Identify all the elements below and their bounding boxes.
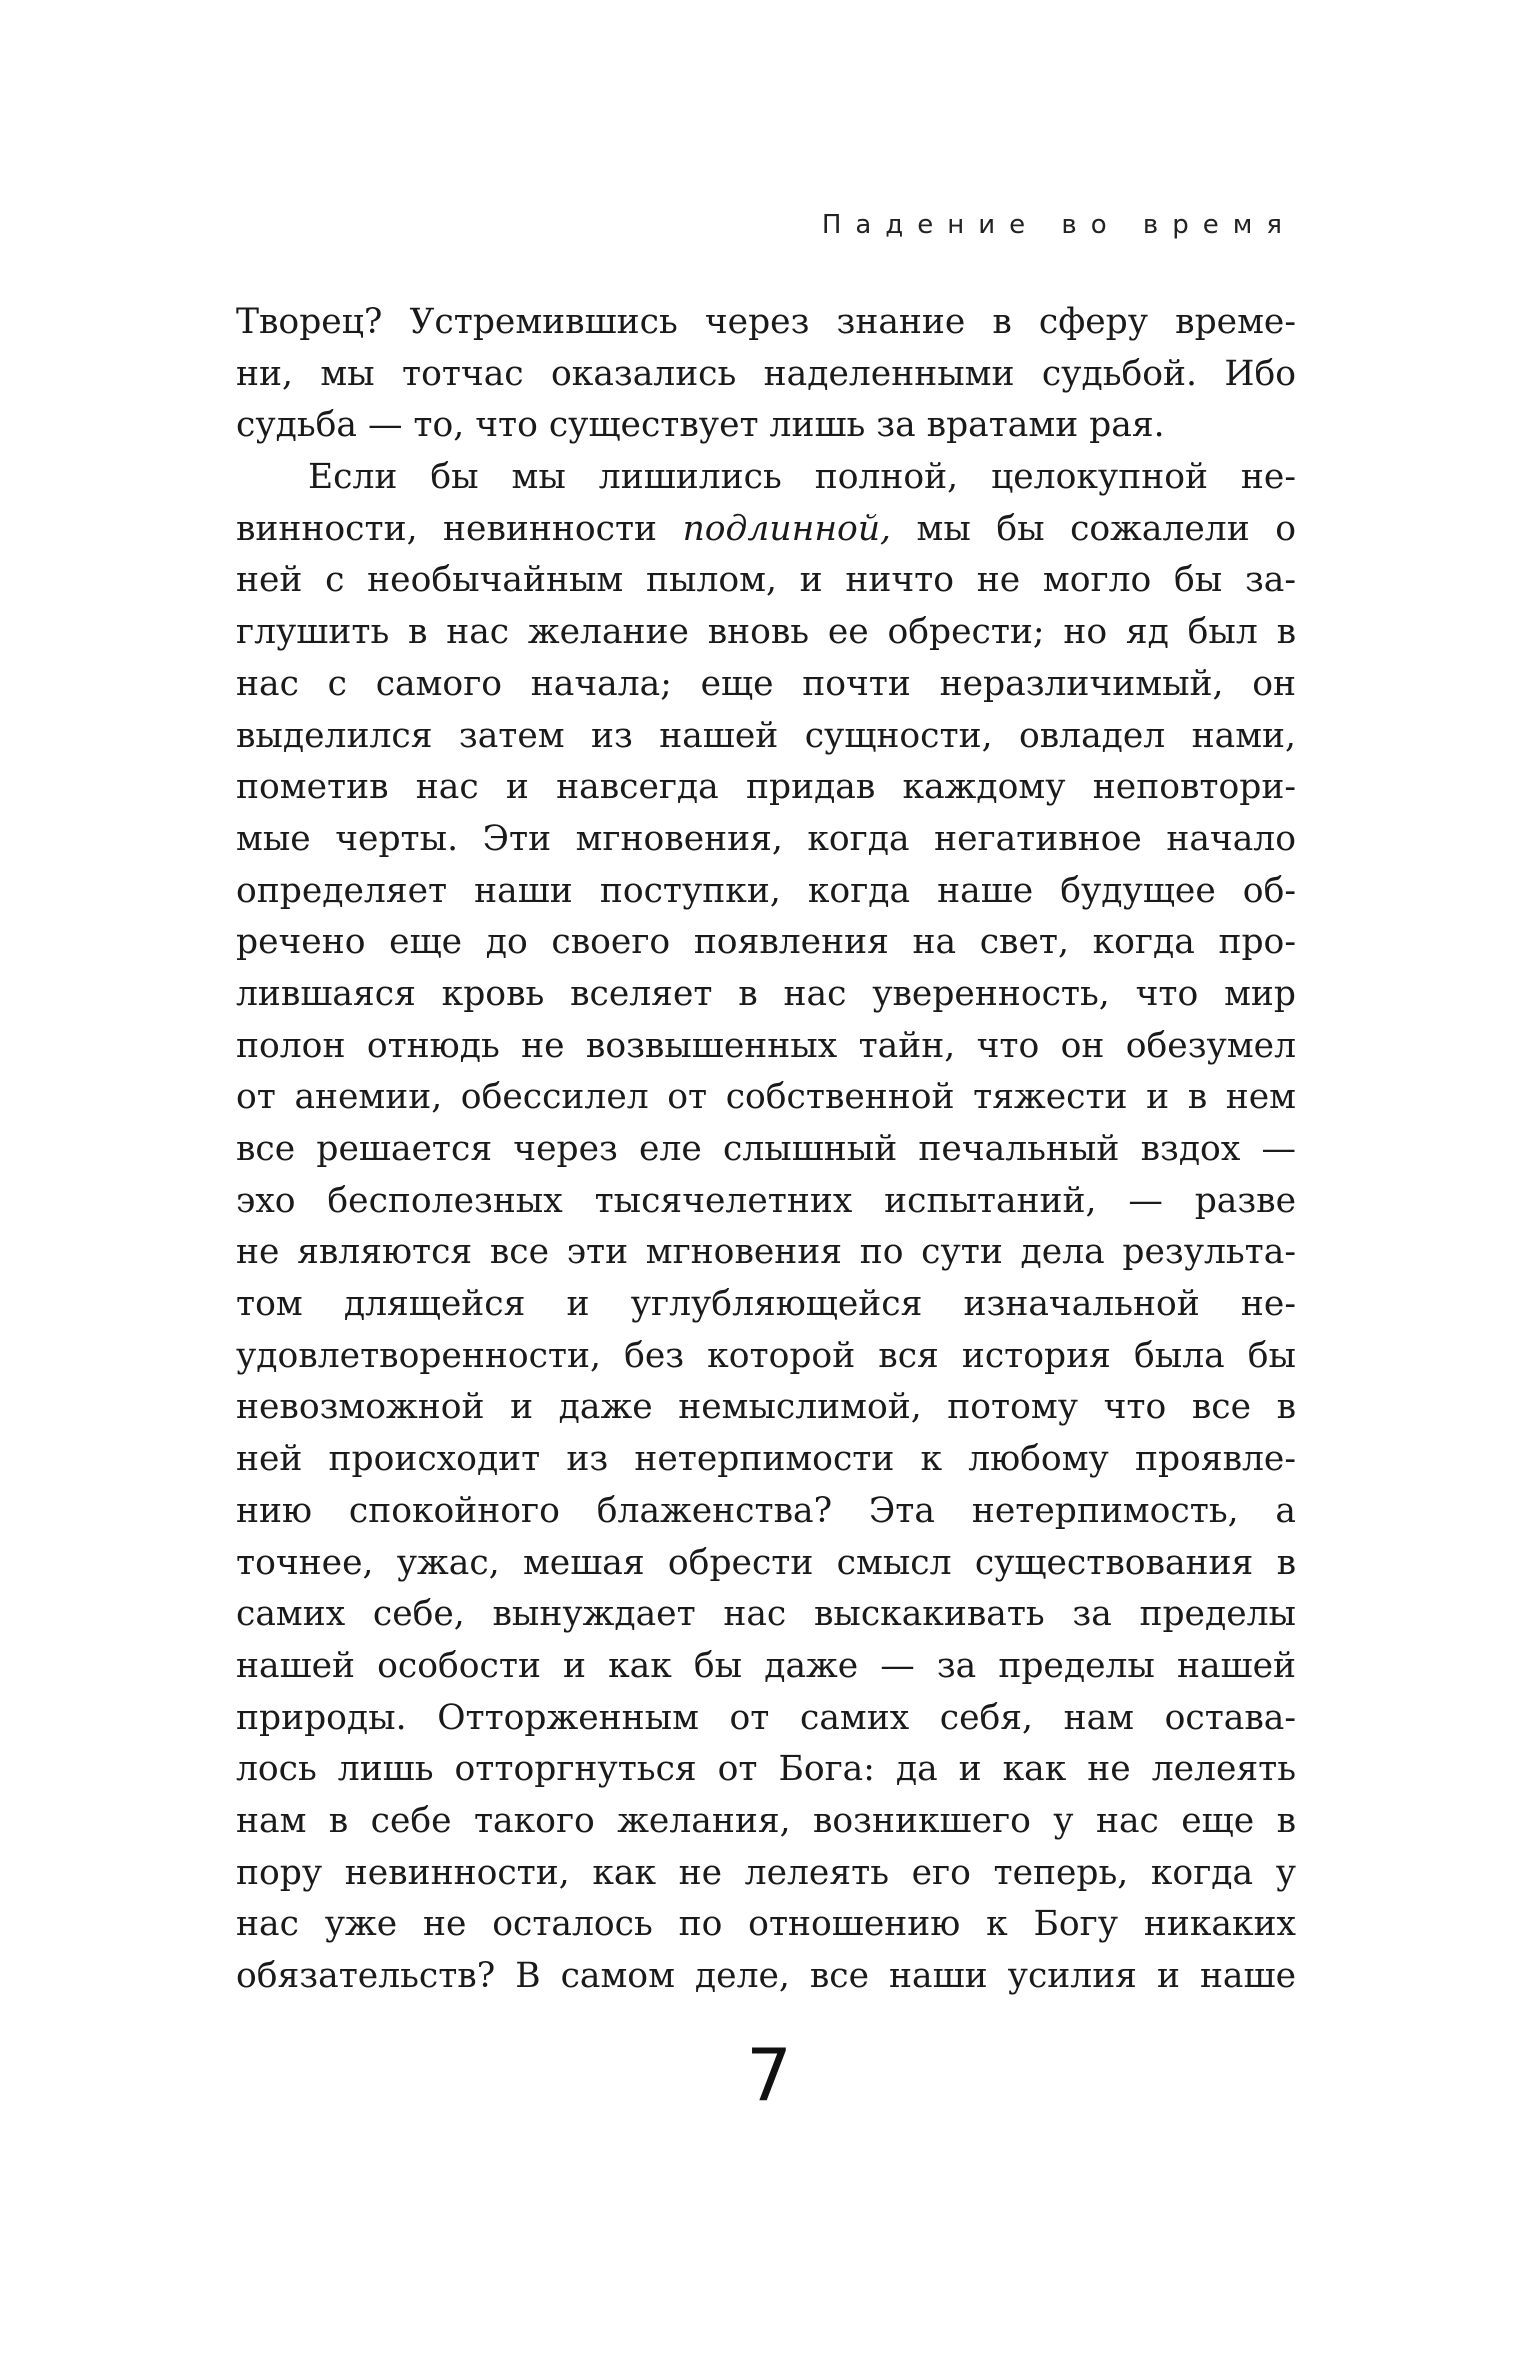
- text-line: удовлетворенности, без которой вся история была бы: [236, 1335, 1296, 1376]
- text-line: судьба — то, что существует лишь за вратами рая.: [236, 405, 1165, 446]
- text-line: мые черты. Эти мгновения, когда негативное начало: [236, 818, 1296, 859]
- paragraph-first-line: Если бы мы лишились полной, целокупной не-: [308, 457, 1296, 498]
- text-line: выделился затем из нашей сущности, овладел нами,: [236, 715, 1296, 756]
- text-line: ни, мы тотчас оказались наделенными судьбой. Ибо: [236, 353, 1296, 394]
- text-line: не являются все эти мгновения по сути дела результа-: [236, 1232, 1296, 1273]
- text-line: определяет наши поступки, когда наше будущее об-: [236, 870, 1296, 911]
- text-line: полон отнюдь не возвышенных тайн, что он обезумел: [236, 1025, 1296, 1066]
- text-line: нам в себе такого желания, возникшего у нас еще в: [236, 1800, 1296, 1841]
- text-line: ней происходит из нетерпимости к любому проявле-: [236, 1439, 1296, 1480]
- text-line: невозможной и даже немыслимой, потому что все в: [236, 1387, 1296, 1428]
- body-text: [236, 297, 1296, 2003]
- text-line: речено еще до своего появления на свет, когда про-: [236, 922, 1296, 963]
- text-line: пометив нас и навсегда придав каждому неповтори-: [236, 767, 1296, 808]
- text-run: винности, невинности: [236, 508, 658, 549]
- text-line: глушить в нас желание вновь ее обрести; но яд был в: [236, 612, 1296, 653]
- text-line: том длящейся и углубляющейся изначальной не-: [236, 1284, 1296, 1325]
- page-number: 7: [746, 2033, 792, 2117]
- text-line: лившаяся кровь вселяет в нас уверенность, что мир: [236, 973, 1296, 1014]
- text-line: точнее, ужас, мешая обрести смысл существования в: [236, 1542, 1296, 1583]
- text-line: ней с необычайным пылом, и ничто не могло бы за-: [236, 560, 1296, 601]
- text-line: нию спокойного блаженства? Эта нетерпимость, а: [236, 1490, 1296, 1531]
- text-line: нас уже не осталось по отношению к Богу никаких: [236, 1904, 1296, 1945]
- text-line: все решается через еле слышный печальный вздох —: [236, 1129, 1296, 1169]
- text-run: мы бы сожалели о: [916, 508, 1296, 549]
- text-line: лось лишь отторгнуться от Бога: да и как не лелеять: [236, 1749, 1296, 1790]
- text-line: нас с самого начала; еще почти неразличимый, он: [236, 663, 1296, 704]
- emphasis-word: подлинной,: [682, 508, 892, 549]
- text-line: самих себе, вынуждает нас выскакивать за пределы: [236, 1594, 1296, 1635]
- text-line: нашей особости и как бы даже — за пределы нашей: [236, 1645, 1296, 1686]
- text-line: природы. Отторженным от самих себя, нам остава-: [236, 1697, 1296, 1738]
- text-line: пору невинности, как не лелеять его теперь, когда у: [236, 1852, 1296, 1893]
- text-line-with-emphasis: [236, 504, 1296, 556]
- text-line: от анемии, обессилел от собственной тяжести и в нем: [236, 1077, 1296, 1118]
- text-line: обязательств? В самом деле, все наши усилия и наше: [236, 1956, 1296, 1996]
- running-head: Падение во время: [821, 210, 1296, 240]
- text-line: эхо бесполезных тысячелетних испытаний, — разве: [236, 1180, 1296, 1221]
- text-line: Творец? Устремившись через знание в сферу време-: [236, 302, 1296, 342]
